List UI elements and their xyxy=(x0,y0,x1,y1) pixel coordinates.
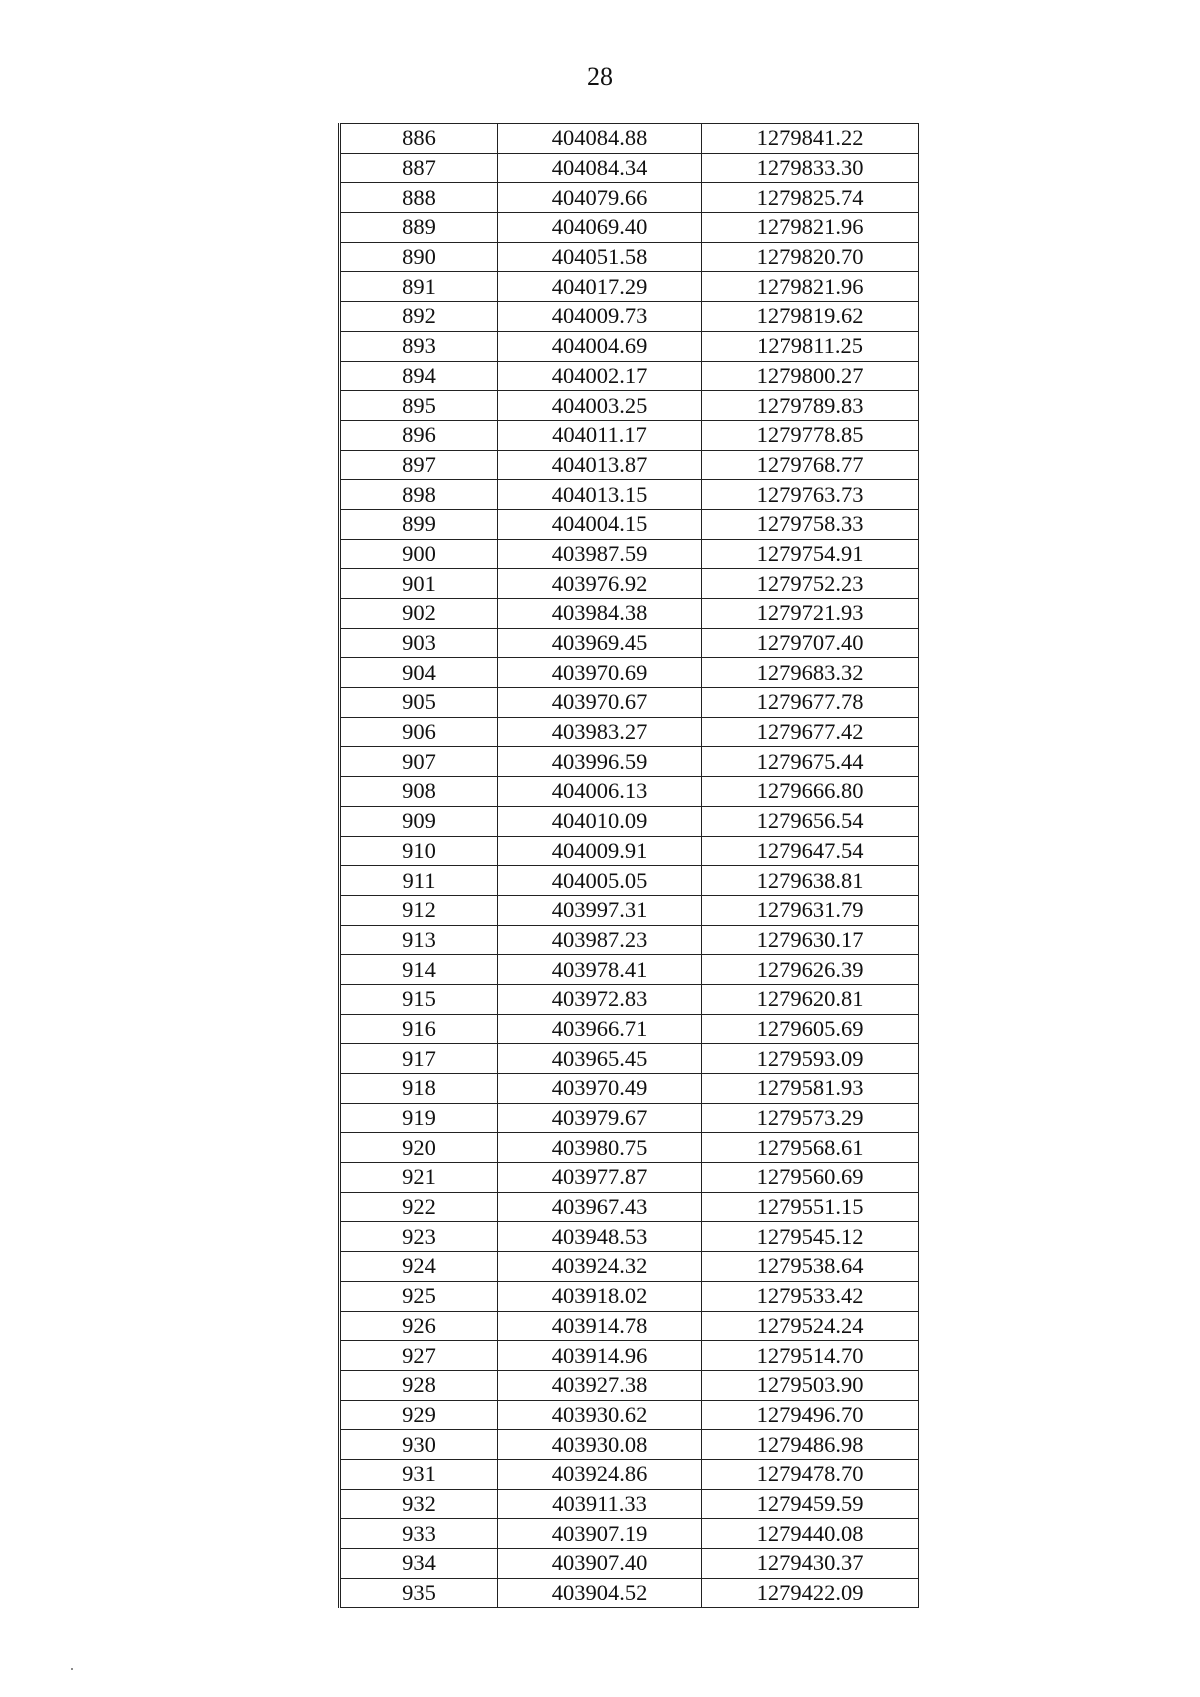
x-coordinate-cell: 404013.87 xyxy=(498,450,702,480)
y-coordinate-cell: 1279533.42 xyxy=(702,1281,919,1311)
y-coordinate-cell: 1279778.85 xyxy=(702,420,919,450)
y-coordinate-cell: 1279459.59 xyxy=(702,1489,919,1519)
table-row xyxy=(340,331,919,361)
y-coordinate-cell: 1279754.91 xyxy=(702,539,919,569)
point-number-cell: 919 xyxy=(340,1103,498,1133)
x-coordinate-cell: 403965.45 xyxy=(498,1044,702,1074)
table-row xyxy=(340,1370,919,1400)
point-number-cell: 921 xyxy=(340,1163,498,1193)
table-row xyxy=(340,1281,919,1311)
table-row xyxy=(340,509,919,539)
table-row xyxy=(340,213,919,243)
x-coordinate-cell: 403978.41 xyxy=(498,955,702,985)
table-row xyxy=(340,1133,919,1163)
y-coordinate-cell: 1279789.83 xyxy=(702,391,919,421)
x-coordinate-cell: 404009.91 xyxy=(498,836,702,866)
y-coordinate-cell: 1279620.81 xyxy=(702,984,919,1014)
table-row xyxy=(340,1549,919,1579)
y-coordinate-cell: 1279551.15 xyxy=(702,1192,919,1222)
y-coordinate-cell: 1279683.32 xyxy=(702,658,919,688)
x-coordinate-cell: 404069.40 xyxy=(498,213,702,243)
y-coordinate-cell: 1279841.22 xyxy=(702,124,919,154)
y-coordinate-cell: 1279811.25 xyxy=(702,331,919,361)
x-coordinate-cell: 404084.88 xyxy=(498,124,702,154)
table-row xyxy=(340,895,919,925)
table-row xyxy=(340,302,919,332)
point-number-cell: 905 xyxy=(340,688,498,718)
y-coordinate-cell: 1279514.70 xyxy=(702,1341,919,1371)
x-coordinate-cell: 403924.32 xyxy=(498,1252,702,1282)
table-row xyxy=(340,925,919,955)
point-number-cell: 910 xyxy=(340,836,498,866)
y-coordinate-cell: 1279524.24 xyxy=(702,1311,919,1341)
table-row xyxy=(340,1311,919,1341)
point-number-cell: 908 xyxy=(340,777,498,807)
point-number-cell: 892 xyxy=(340,302,498,332)
point-number-cell: 891 xyxy=(340,272,498,302)
y-coordinate-cell: 1279666.80 xyxy=(702,777,919,807)
x-coordinate-cell: 404011.17 xyxy=(498,420,702,450)
x-coordinate-cell: 403969.45 xyxy=(498,628,702,658)
y-coordinate-cell: 1279538.64 xyxy=(702,1252,919,1282)
table-row xyxy=(340,1192,919,1222)
y-coordinate-cell: 1279677.78 xyxy=(702,688,919,718)
point-number-cell: 920 xyxy=(340,1133,498,1163)
point-number-cell: 886 xyxy=(340,124,498,154)
y-coordinate-cell: 1279721.93 xyxy=(702,599,919,629)
y-coordinate-cell: 1279630.17 xyxy=(702,925,919,955)
table-row xyxy=(340,658,919,688)
point-number-cell: 904 xyxy=(340,658,498,688)
y-coordinate-cell: 1279768.77 xyxy=(702,450,919,480)
y-coordinate-cell: 1279647.54 xyxy=(702,836,919,866)
y-coordinate-cell: 1279763.73 xyxy=(702,480,919,510)
table-row xyxy=(340,361,919,391)
x-coordinate-cell: 403904.52 xyxy=(498,1578,702,1608)
x-coordinate-cell: 404013.15 xyxy=(498,480,702,510)
point-number-cell: 899 xyxy=(340,509,498,539)
table-row xyxy=(340,272,919,302)
y-coordinate-cell: 1279752.23 xyxy=(702,569,919,599)
table-row xyxy=(340,1163,919,1193)
x-coordinate-cell: 403970.69 xyxy=(498,658,702,688)
point-number-cell: 924 xyxy=(340,1252,498,1282)
point-number-cell: 900 xyxy=(340,539,498,569)
point-number-cell: 907 xyxy=(340,747,498,777)
table-row xyxy=(340,420,919,450)
x-coordinate-cell: 404017.29 xyxy=(498,272,702,302)
table-row xyxy=(340,124,919,154)
x-coordinate-cell: 403907.19 xyxy=(498,1519,702,1549)
table-row xyxy=(340,569,919,599)
point-number-cell: 931 xyxy=(340,1459,498,1489)
y-coordinate-cell: 1279800.27 xyxy=(702,361,919,391)
table-row xyxy=(340,1044,919,1074)
x-coordinate-cell: 404006.13 xyxy=(498,777,702,807)
x-coordinate-cell: 403983.27 xyxy=(498,717,702,747)
y-coordinate-cell: 1279440.08 xyxy=(702,1519,919,1549)
x-coordinate-cell: 403914.78 xyxy=(498,1311,702,1341)
x-coordinate-cell: 403918.02 xyxy=(498,1281,702,1311)
x-coordinate-cell: 403911.33 xyxy=(498,1489,702,1519)
point-number-cell: 918 xyxy=(340,1074,498,1104)
coordinate-table-body xyxy=(340,124,919,1608)
point-number-cell: 903 xyxy=(340,628,498,658)
table-row xyxy=(340,1222,919,1252)
table-row xyxy=(340,1014,919,1044)
y-coordinate-cell: 1279656.54 xyxy=(702,806,919,836)
table-row xyxy=(340,450,919,480)
y-coordinate-cell: 1279631.79 xyxy=(702,895,919,925)
y-coordinate-cell: 1279758.33 xyxy=(702,509,919,539)
y-coordinate-cell: 1279496.70 xyxy=(702,1400,919,1430)
point-number-cell: 889 xyxy=(340,213,498,243)
point-number-cell: 916 xyxy=(340,1014,498,1044)
point-number-cell: 906 xyxy=(340,717,498,747)
table-row xyxy=(340,777,919,807)
point-number-cell: 935 xyxy=(340,1578,498,1608)
y-coordinate-cell: 1279568.61 xyxy=(702,1133,919,1163)
point-number-cell: 927 xyxy=(340,1341,498,1371)
y-coordinate-cell: 1279486.98 xyxy=(702,1430,919,1460)
point-number-cell: 890 xyxy=(340,242,498,272)
point-number-cell: 909 xyxy=(340,806,498,836)
x-coordinate-cell: 404004.69 xyxy=(498,331,702,361)
coordinate-table xyxy=(338,123,919,1608)
y-coordinate-cell: 1279478.70 xyxy=(702,1459,919,1489)
x-coordinate-cell: 403927.38 xyxy=(498,1370,702,1400)
x-coordinate-cell: 403987.59 xyxy=(498,539,702,569)
x-coordinate-cell: 403972.83 xyxy=(498,984,702,1014)
point-number-cell: 897 xyxy=(340,450,498,480)
point-number-cell: 915 xyxy=(340,984,498,1014)
y-coordinate-cell: 1279581.93 xyxy=(702,1074,919,1104)
x-coordinate-cell: 404010.09 xyxy=(498,806,702,836)
point-number-cell: 894 xyxy=(340,361,498,391)
y-coordinate-cell: 1279626.39 xyxy=(702,955,919,985)
y-coordinate-cell: 1279677.42 xyxy=(702,717,919,747)
y-coordinate-cell: 1279638.81 xyxy=(702,866,919,896)
x-coordinate-cell: 404003.25 xyxy=(498,391,702,421)
y-coordinate-cell: 1279430.37 xyxy=(702,1549,919,1579)
point-number-cell: 913 xyxy=(340,925,498,955)
table-row xyxy=(340,1400,919,1430)
table-row xyxy=(340,866,919,896)
page-number: 28 xyxy=(587,62,613,91)
x-coordinate-cell: 403984.38 xyxy=(498,599,702,629)
y-coordinate-cell: 1279707.40 xyxy=(702,628,919,658)
x-coordinate-cell: 403967.43 xyxy=(498,1192,702,1222)
point-number-cell: 896 xyxy=(340,420,498,450)
table-row xyxy=(340,1252,919,1282)
table-row xyxy=(340,153,919,183)
point-number-cell: 926 xyxy=(340,1311,498,1341)
table-row xyxy=(340,1519,919,1549)
y-coordinate-cell: 1279545.12 xyxy=(702,1222,919,1252)
table-row xyxy=(340,599,919,629)
table-row xyxy=(340,1578,919,1608)
point-number-cell: 895 xyxy=(340,391,498,421)
x-coordinate-cell: 404004.15 xyxy=(498,509,702,539)
x-coordinate-cell: 403924.86 xyxy=(498,1459,702,1489)
x-coordinate-cell: 403970.67 xyxy=(498,688,702,718)
y-coordinate-cell: 1279820.70 xyxy=(702,242,919,272)
table-row xyxy=(340,1430,919,1460)
point-number-cell: 901 xyxy=(340,569,498,599)
x-coordinate-cell: 403930.62 xyxy=(498,1400,702,1430)
y-coordinate-cell: 1279675.44 xyxy=(702,747,919,777)
point-number-cell: 893 xyxy=(340,331,498,361)
x-coordinate-cell: 403966.71 xyxy=(498,1014,702,1044)
x-coordinate-cell: 403987.23 xyxy=(498,925,702,955)
x-coordinate-cell: 404002.17 xyxy=(498,361,702,391)
x-coordinate-cell: 403930.08 xyxy=(498,1430,702,1460)
point-number-cell: 923 xyxy=(340,1222,498,1252)
x-coordinate-cell: 403980.75 xyxy=(498,1133,702,1163)
point-number-cell: 929 xyxy=(340,1400,498,1430)
x-coordinate-cell: 403948.53 xyxy=(498,1222,702,1252)
y-coordinate-cell: 1279503.90 xyxy=(702,1370,919,1400)
x-coordinate-cell: 404009.73 xyxy=(498,302,702,332)
x-coordinate-cell: 404005.05 xyxy=(498,866,702,896)
point-number-cell: 902 xyxy=(340,599,498,629)
point-number-cell: 932 xyxy=(340,1489,498,1519)
y-coordinate-cell: 1279825.74 xyxy=(702,183,919,213)
table-row xyxy=(340,391,919,421)
table-row xyxy=(340,1103,919,1133)
y-coordinate-cell: 1279593.09 xyxy=(702,1044,919,1074)
y-coordinate-cell: 1279821.96 xyxy=(702,213,919,243)
table-row xyxy=(340,242,919,272)
x-coordinate-cell: 403997.31 xyxy=(498,895,702,925)
point-number-cell: 934 xyxy=(340,1549,498,1579)
table-row xyxy=(340,183,919,213)
point-number-cell: 925 xyxy=(340,1281,498,1311)
table-row xyxy=(340,1489,919,1519)
x-coordinate-cell: 403970.49 xyxy=(498,1074,702,1104)
x-coordinate-cell: 403976.92 xyxy=(498,569,702,599)
point-number-cell: 911 xyxy=(340,866,498,896)
x-coordinate-cell: 403996.59 xyxy=(498,747,702,777)
table-row xyxy=(340,747,919,777)
y-coordinate-cell: 1279833.30 xyxy=(702,153,919,183)
table-row xyxy=(340,984,919,1014)
point-number-cell: 898 xyxy=(340,480,498,510)
table-row xyxy=(340,1459,919,1489)
x-coordinate-cell: 403907.40 xyxy=(498,1549,702,1579)
table-row xyxy=(340,955,919,985)
y-coordinate-cell: 1279573.29 xyxy=(702,1103,919,1133)
point-number-cell: 930 xyxy=(340,1430,498,1460)
y-coordinate-cell: 1279422.09 xyxy=(702,1578,919,1608)
y-coordinate-cell: 1279821.96 xyxy=(702,272,919,302)
scan-speck xyxy=(71,1668,73,1670)
y-coordinate-cell: 1279605.69 xyxy=(702,1014,919,1044)
point-number-cell: 888 xyxy=(340,183,498,213)
table-row xyxy=(340,806,919,836)
table-row xyxy=(340,539,919,569)
table-row xyxy=(340,688,919,718)
x-coordinate-cell: 403977.87 xyxy=(498,1163,702,1193)
table-row xyxy=(340,1341,919,1371)
point-number-cell: 914 xyxy=(340,955,498,985)
table-row xyxy=(340,480,919,510)
point-number-cell: 928 xyxy=(340,1370,498,1400)
y-coordinate-cell: 1279560.69 xyxy=(702,1163,919,1193)
table-row xyxy=(340,717,919,747)
x-coordinate-cell: 404079.66 xyxy=(498,183,702,213)
x-coordinate-cell: 403914.96 xyxy=(498,1341,702,1371)
point-number-cell: 922 xyxy=(340,1192,498,1222)
point-number-cell: 917 xyxy=(340,1044,498,1074)
point-number-cell: 933 xyxy=(340,1519,498,1549)
y-coordinate-cell: 1279819.62 xyxy=(702,302,919,332)
x-coordinate-cell: 403979.67 xyxy=(498,1103,702,1133)
x-coordinate-cell: 404084.34 xyxy=(498,153,702,183)
table-row xyxy=(340,628,919,658)
x-coordinate-cell: 404051.58 xyxy=(498,242,702,272)
point-number-cell: 912 xyxy=(340,895,498,925)
point-number-cell: 887 xyxy=(340,153,498,183)
table-row xyxy=(340,836,919,866)
table-row xyxy=(340,1074,919,1104)
